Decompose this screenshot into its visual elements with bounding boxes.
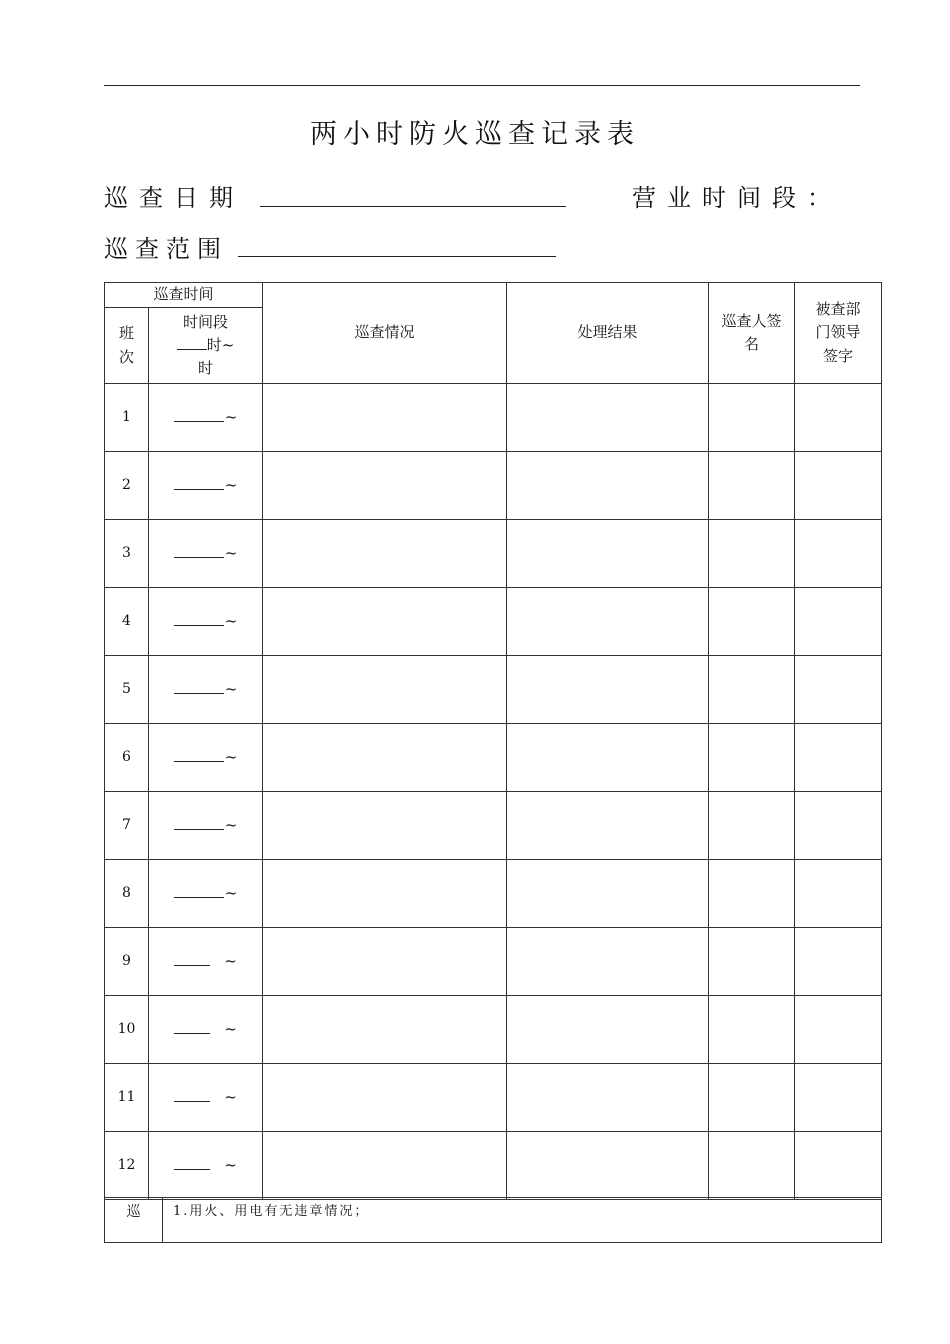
handling-result-cell[interactable] xyxy=(507,996,709,1064)
inspector-signature-cell[interactable] xyxy=(709,1132,795,1200)
handling-result-cell[interactable] xyxy=(507,724,709,792)
time-period-end-unit: 时 xyxy=(198,359,214,378)
dept-leader-signature-cell[interactable] xyxy=(795,928,882,996)
handling-result-cell[interactable] xyxy=(507,1132,709,1200)
time-period-cell[interactable]: ~ xyxy=(149,724,263,792)
dept-leader-signature-cell[interactable] xyxy=(795,452,882,520)
patrol-status-cell[interactable] xyxy=(263,452,507,520)
inspector-signature-cell[interactable] xyxy=(709,588,795,656)
shift-number: 8 xyxy=(105,860,149,928)
time-period-cell[interactable]: ~ xyxy=(149,928,263,996)
patrol-status-cell[interactable] xyxy=(263,384,507,452)
inspector-signature-cell[interactable] xyxy=(709,724,795,792)
table-row xyxy=(105,1132,882,1200)
inspector-signature-cell[interactable] xyxy=(709,792,795,860)
time-period-cell[interactable]: ~ xyxy=(149,860,263,928)
patrol-status-cell[interactable] xyxy=(263,996,507,1064)
shift-number: 10 xyxy=(105,996,149,1064)
shift-number: 11 xyxy=(105,1064,149,1132)
table-row xyxy=(105,588,882,656)
inspector-signature-header: 巡查人签名 xyxy=(709,283,795,384)
inspector-signature-cell[interactable] xyxy=(709,656,795,724)
patrol-scope-label: 巡查范围 xyxy=(104,235,228,263)
patrol-record-table xyxy=(104,282,882,1200)
table-row xyxy=(105,860,882,928)
table-row xyxy=(105,520,882,588)
time-period-cell[interactable]: ~ xyxy=(149,996,263,1064)
time-period-label: 时间段 xyxy=(183,312,229,331)
table-row xyxy=(105,384,882,452)
patrol-items-side-label: 巡 xyxy=(105,1198,163,1243)
inspector-signature-cell[interactable] xyxy=(709,860,795,928)
handling-result-cell[interactable] xyxy=(507,452,709,520)
dept-leader-signature-cell[interactable] xyxy=(795,1132,882,1200)
time-period-cell[interactable]: ~ xyxy=(149,1064,263,1132)
inspector-signature-cell[interactable] xyxy=(709,1064,795,1132)
patrol-status-cell[interactable] xyxy=(263,792,507,860)
table-row xyxy=(105,452,882,520)
handling-result-cell[interactable] xyxy=(507,656,709,724)
patrol-status-cell[interactable] xyxy=(263,1064,507,1132)
inspector-signature-cell[interactable] xyxy=(709,928,795,996)
page-title: 两小时防火巡查记录表 xyxy=(310,119,640,150)
table-row xyxy=(105,996,882,1064)
dept-leader-signature-cell[interactable] xyxy=(795,724,882,792)
patrol-status-cell[interactable] xyxy=(263,724,507,792)
patrol-status-cell[interactable] xyxy=(263,520,507,588)
shift-number: 7 xyxy=(105,792,149,860)
patrol-scope-field[interactable] xyxy=(238,256,556,257)
patrol-date-label: 巡查日期 xyxy=(104,184,244,212)
shift-number: 3 xyxy=(105,520,149,588)
dept-leader-signature-cell[interactable] xyxy=(795,520,882,588)
time-period-cell[interactable]: ~ xyxy=(149,520,263,588)
handling-result-cell[interactable] xyxy=(507,928,709,996)
inspector-signature-cell[interactable] xyxy=(709,384,795,452)
patrol-items-table xyxy=(104,1197,882,1243)
patrol-time-header: 巡查时间 xyxy=(105,283,263,308)
time-period-cell[interactable]: ~ xyxy=(149,588,263,656)
shift-number: 4 xyxy=(105,588,149,656)
dept-leader-signature-header: 被查部门领导签字 xyxy=(795,283,882,384)
inspector-signature-cell[interactable] xyxy=(709,452,795,520)
handling-result-header: 处理结果 xyxy=(507,283,709,384)
dept-leader-signature-cell[interactable] xyxy=(795,1064,882,1132)
handling-result-cell[interactable] xyxy=(507,520,709,588)
time-period-cell[interactable]: ~ xyxy=(149,1132,263,1200)
handling-result-cell[interactable] xyxy=(507,384,709,452)
dept-leader-signature-cell[interactable] xyxy=(795,588,882,656)
shift-number: 2 xyxy=(105,452,149,520)
table-header-row xyxy=(105,283,882,308)
handling-result-cell[interactable] xyxy=(507,860,709,928)
inspector-signature-cell[interactable] xyxy=(709,996,795,1064)
dept-leader-signature-cell[interactable] xyxy=(795,384,882,452)
time-period-cell[interactable]: ~ xyxy=(149,656,263,724)
time-period-cell[interactable]: ~ xyxy=(149,384,263,452)
handling-result-cell[interactable] xyxy=(507,588,709,656)
patrol-date-field[interactable] xyxy=(260,206,566,207)
patrol-status-header: 巡查情况 xyxy=(263,283,507,384)
shift-number: 12 xyxy=(105,1132,149,1200)
patrol-status-cell[interactable] xyxy=(263,1132,507,1200)
table-row xyxy=(105,656,882,724)
table-row xyxy=(105,724,882,792)
handling-result-cell[interactable] xyxy=(507,792,709,860)
table-row xyxy=(105,928,882,996)
patrol-status-cell[interactable] xyxy=(263,656,507,724)
table-row xyxy=(105,792,882,860)
shift-number: 9 xyxy=(105,928,149,996)
shift-header: 班次 xyxy=(105,308,149,384)
dept-leader-signature-cell[interactable] xyxy=(795,996,882,1064)
shift-number: 6 xyxy=(105,724,149,792)
table-row xyxy=(105,1064,882,1132)
shift-number: 1 xyxy=(105,384,149,452)
top-rule xyxy=(104,85,860,86)
patrol-items-row xyxy=(105,1198,882,1243)
patrol-item-1: 1.用火、用电有无违章情况； xyxy=(163,1198,882,1243)
time-period-cell[interactable]: ~ xyxy=(149,792,263,860)
business-hours-label: 营业时间段： xyxy=(632,184,842,212)
shift-number: 5 xyxy=(105,656,149,724)
time-period-cell[interactable]: ~ xyxy=(149,452,263,520)
dept-leader-signature-cell[interactable] xyxy=(795,860,882,928)
dept-leader-signature-cell[interactable] xyxy=(795,656,882,724)
time-period-header xyxy=(149,308,263,384)
time-period-format: 时~ xyxy=(149,334,262,357)
handling-result-cell[interactable] xyxy=(507,1064,709,1132)
patrol-status-cell[interactable] xyxy=(263,928,507,996)
inspector-signature-cell[interactable] xyxy=(709,520,795,588)
dept-leader-signature-cell[interactable] xyxy=(795,792,882,860)
patrol-status-cell[interactable] xyxy=(263,860,507,928)
patrol-status-cell[interactable] xyxy=(263,588,507,656)
